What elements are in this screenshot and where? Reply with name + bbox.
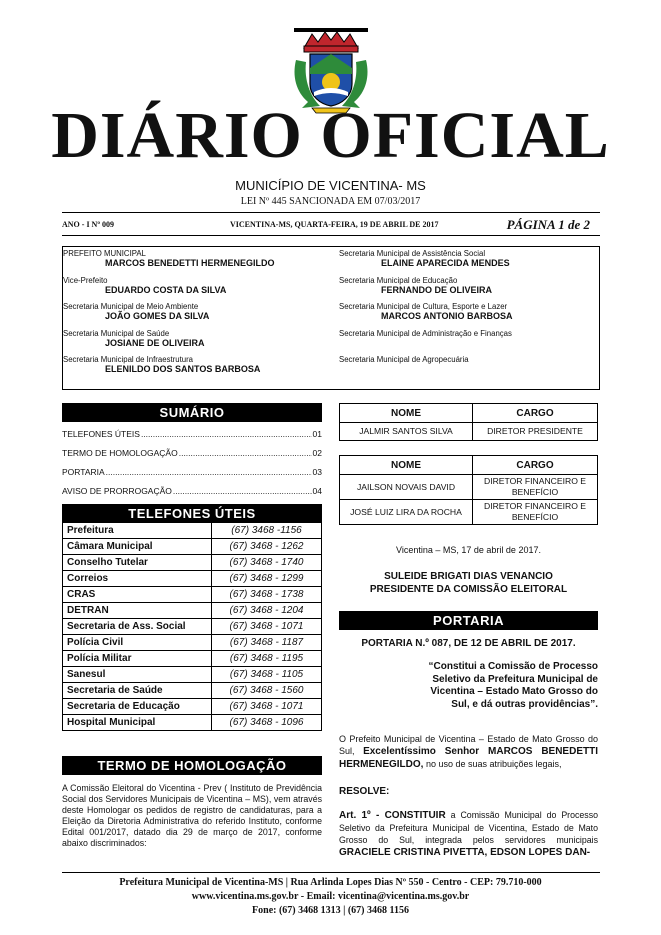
table-row: Hospital Municipal (67) 3468 - 1096 (63, 715, 322, 731)
table-row: Secretaria de Saúde (67) 3468 - 1560 (63, 683, 322, 699)
issue-number: ANO - I Nº 009 (62, 220, 114, 229)
table-row: JALMIR SANTOS SILVA DIRETOR PRESIDENTE (340, 423, 598, 441)
portaria-resolve: RESOLVE: (339, 786, 390, 797)
table-row: Prefeitura (67) 3468 -1156 (63, 523, 322, 539)
footer-address: Prefeitura Municipal de Vicentina-MS | Rua Arlinda Lopes Dias Nº 550 - Centro - CEP: 79.710-000 (119, 877, 542, 888)
table-row: Correios (67) 3468 - 1299 (63, 571, 322, 587)
official-entry: Secretaria Municipal de Saúde JOSIANE DE OLIVEIRA (63, 329, 205, 348)
table-row: Sanesul (67) 3468 - 1105 (63, 667, 322, 683)
table-row: Secretaria de Ass. Social (67) 3468 - 1071 (63, 619, 322, 635)
footer-rule (62, 872, 600, 873)
table-row: Polícia Militar (67) 3468 - 1195 (63, 651, 322, 667)
summary-item[interactable]: PORTARIA ..... 03 (62, 467, 322, 477)
signature-date: Vicentina – MS, 17 de abril de 2017. (396, 545, 541, 555)
signature-name: SULEIDE BRIGATI DIAS VENANCIO (384, 571, 553, 582)
table-row: Secretaria de Educação (67) 3468 - 1071 (63, 699, 322, 715)
summary-heading: SUMÁRIO (62, 403, 322, 422)
masthead-title: DIÁRIO OFICIAL (51, 99, 610, 172)
officials-right (339, 249, 597, 382)
official-entry: Secretaria Municipal de Agropecuária (339, 355, 469, 364)
phones-heading: TELEFONES ÚTEIS (62, 504, 322, 523)
footer-phones: Fone: (67) 3468 1313 | (67) 3468 1156 (252, 905, 409, 916)
table-row: Polícia Civil (67) 3468 - 1187 (63, 635, 322, 651)
table-header-row: NOME CARGO (340, 404, 598, 423)
table-row: JAILSON NOVAIS DAVID DIRETOR FINANCEIRO E BENEFÍCIO (340, 475, 598, 500)
official-entry: Vice-Prefeito EDUARDO COSTA DA SILVA (63, 276, 227, 295)
board-table-2 (339, 455, 598, 525)
portaria-article: Art. 1º - CONSTITUIR a Comissão Municipal do Processo Seletivo da Prefeitura Municipal de Vicentina, Estado de Mato Grosso do Sul, integrada pelos servidores municipais GRACIELE CRISTINA PIVETTA, EDSON LOPES DAN- (339, 810, 598, 858)
official-entry: Secretaria Municipal de Educação FERNANDO DE OLIVEIRA (339, 276, 493, 295)
summary-item[interactable]: TELEFONES ÚTEIS ..... 01 (62, 429, 322, 439)
board-table-1 (339, 403, 598, 441)
homologacao-text: A Comissão Eleitoral do Vicentina - Prev ( Instituto de Previdência Social dos Servidores Municipais de Vicentina – MS), vem através deste Homologar os pedidos de registro de candidaturas, para a Eleição da Diretoria Administrativa do referido Instituto, conforme Edital 001/2017, datado dia 29 de março de 2017, conforme abaixo discriminados: (62, 783, 322, 848)
municipality-name: MUNICÍPIO DE VICENTINA- MS (235, 178, 426, 193)
signature-role: PRESIDENTE DA COMISSÃO ELEITORAL (369, 584, 568, 595)
table-row: JOSÉ LUIZ LIRA DA ROCHA DIRETOR FINANCEIRO E BENEFÍCIO (340, 500, 598, 525)
table-row: Câmara Municipal (67) 3468 - 1262 (63, 539, 322, 555)
portaria-ementa: “Constitui a Comissão de Processo Seletivo da Prefeitura Municipal de Vicentina – Estado Mato Grosso do Sul, e dá outras providências”. (428, 661, 598, 710)
footer-web: www.vicentina.ms.gov.br - Email: vicentina@vicentina.ms.gov.br (191, 891, 470, 902)
official-entry: Secretaria Municipal de Cultura, Esporte e Lazer MARCOS ANTONIO BARBOSA (339, 302, 513, 321)
official-entry: Secretaria Municipal de Administração e Finanças (339, 329, 512, 338)
issue-dateline: VICENTINA-MS, QUARTA-FEIRA, 19 DE ABRIL DE 2017 (230, 220, 439, 229)
portaria-heading: PORTARIA (339, 611, 598, 630)
officials-box (62, 246, 600, 390)
table-row: CRAS (67) 3468 - 1738 (63, 587, 322, 603)
portaria-title: PORTARIA N.º 087, DE 12 DE ABRIL DE 2017. (361, 638, 576, 649)
officials-left (63, 249, 333, 382)
portaria-intro: O Prefeito Municipal de Vicentina – Estado de Mato Grosso do Sul, Excelentíssimo Senhor MARCOS BENEDETTI HERMENEGILDO, no uso de suas atribuições legais, (339, 734, 598, 770)
homologacao-heading: TERMO DE HOMOLOGAÇÃO (62, 756, 322, 775)
summary-item[interactable]: TERMO DE HOMOLOGAÇÃO ..... 02 (62, 448, 322, 458)
page-indicator: PÁGINA 1 de 2 (506, 217, 590, 232)
summary-item[interactable]: AVISO DE PRORROGAÇÃO ..... 04 (62, 486, 322, 496)
official-entry: Secretaria Municipal de Assistência Social ELAINE APARECIDA MENDES (339, 249, 510, 268)
header-rule-top (62, 212, 600, 213)
table-row: Conselho Tutelar (67) 3468 - 1740 (63, 555, 322, 571)
table-row: DETRAN (67) 3468 - 1204 (63, 603, 322, 619)
law-reference: LEI Nº 445 SANCIONADA EM 07/03/2017 (240, 196, 421, 207)
header-rule-bottom (62, 235, 600, 236)
official-entry: Secretaria Municipal de Infraestrutura ELENILDO DOS SANTOS BARBOSA (63, 355, 261, 374)
phones-table (62, 522, 322, 731)
official-entry: Secretaria Municipal de Meio Ambiente JOÃO GOMES DA SILVA (63, 302, 210, 321)
table-header-row: NOME CARGO (340, 456, 598, 475)
issue-bar (62, 217, 600, 233)
official-entry: PREFEITO MUNICIPAL MARCOS BENEDETTI HERMENEGILDO (63, 249, 275, 268)
